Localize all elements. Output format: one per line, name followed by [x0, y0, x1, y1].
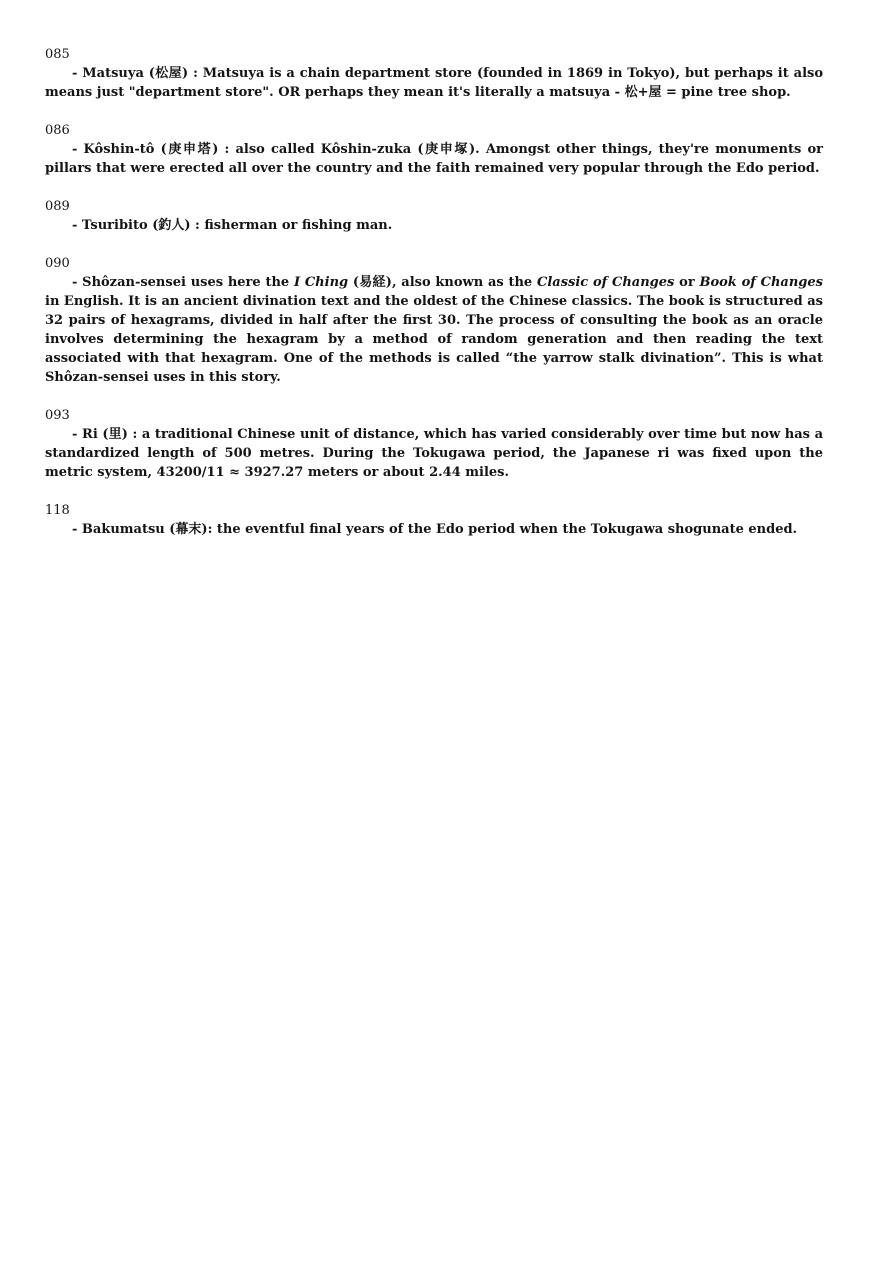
- note-text: - Bakumatsu (幕末): the eventful final years of the Edo period when the Tokugawa shogunate ended.: [72, 522, 798, 537]
- note-number: 090: [45, 256, 70, 271]
- note-093: [45, 406, 823, 482]
- note-text-part: or: [674, 275, 700, 290]
- note-090: [45, 254, 823, 387]
- note-text-part: in English. It is an ancient divination text and the oldest of the Chinese classics. The book is structured as 32 pairs of hexagrams, divided in half after the first 30. The process of consulting the book as an oracle involves determining the hexagram by a method of random generation and then reading the text associated with that hexagram. One of the methods is called “the yarrow stalk divination”. This is what Shôzan-sensei uses in this story.: [45, 294, 823, 385]
- note-text-part: (易経), also known as the: [348, 275, 537, 290]
- note-089: [45, 197, 823, 235]
- note-text: - Kôshin-tô (庚申塔) : also called Kôshin-zuka (庚申塚). Amongst other things, they're monuments or pillars that were erected all over the country and the faith remained very popular through the Edo period.: [45, 142, 823, 176]
- note-text: [45, 273, 823, 387]
- note-number: 086: [45, 123, 70, 138]
- note-text: - Matsuya (松屋) : Matsuya is a chain department store (founded in 1869 in Tokyo), but perhaps it also means just "department store". OR perhaps they mean it's literally a matsuya - 松+屋 = pine tree shop.: [45, 66, 823, 100]
- note-118: [45, 501, 823, 539]
- book-title-i-ching: I Ching: [293, 275, 349, 290]
- note-number: 089: [45, 199, 70, 214]
- note-text: - Tsuribito (釣人) : fisherman or fishing man.: [72, 218, 393, 233]
- note-number: 093: [45, 408, 70, 423]
- note-086: [45, 121, 823, 178]
- notes-page: [45, 45, 823, 558]
- book-title-book-of-changes: Book of Changes: [699, 275, 823, 290]
- note-number: 118: [45, 503, 70, 518]
- note-085: [45, 45, 823, 102]
- note-text: - Ri (里) : a traditional Chinese unit of distance, which has varied considerably over time but now has a standardized length of 500 metres. During the Tokugawa period, the Japanese ri was fixed upon the metric system, 43200/11 ≈ 3927.27 meters or about 2.44 miles.: [45, 427, 823, 480]
- note-text-part: - Shôzan-sensei uses here the: [72, 275, 294, 290]
- note-number: 085: [45, 47, 70, 62]
- book-title-classic-of-changes: Classic of Changes: [536, 275, 675, 290]
